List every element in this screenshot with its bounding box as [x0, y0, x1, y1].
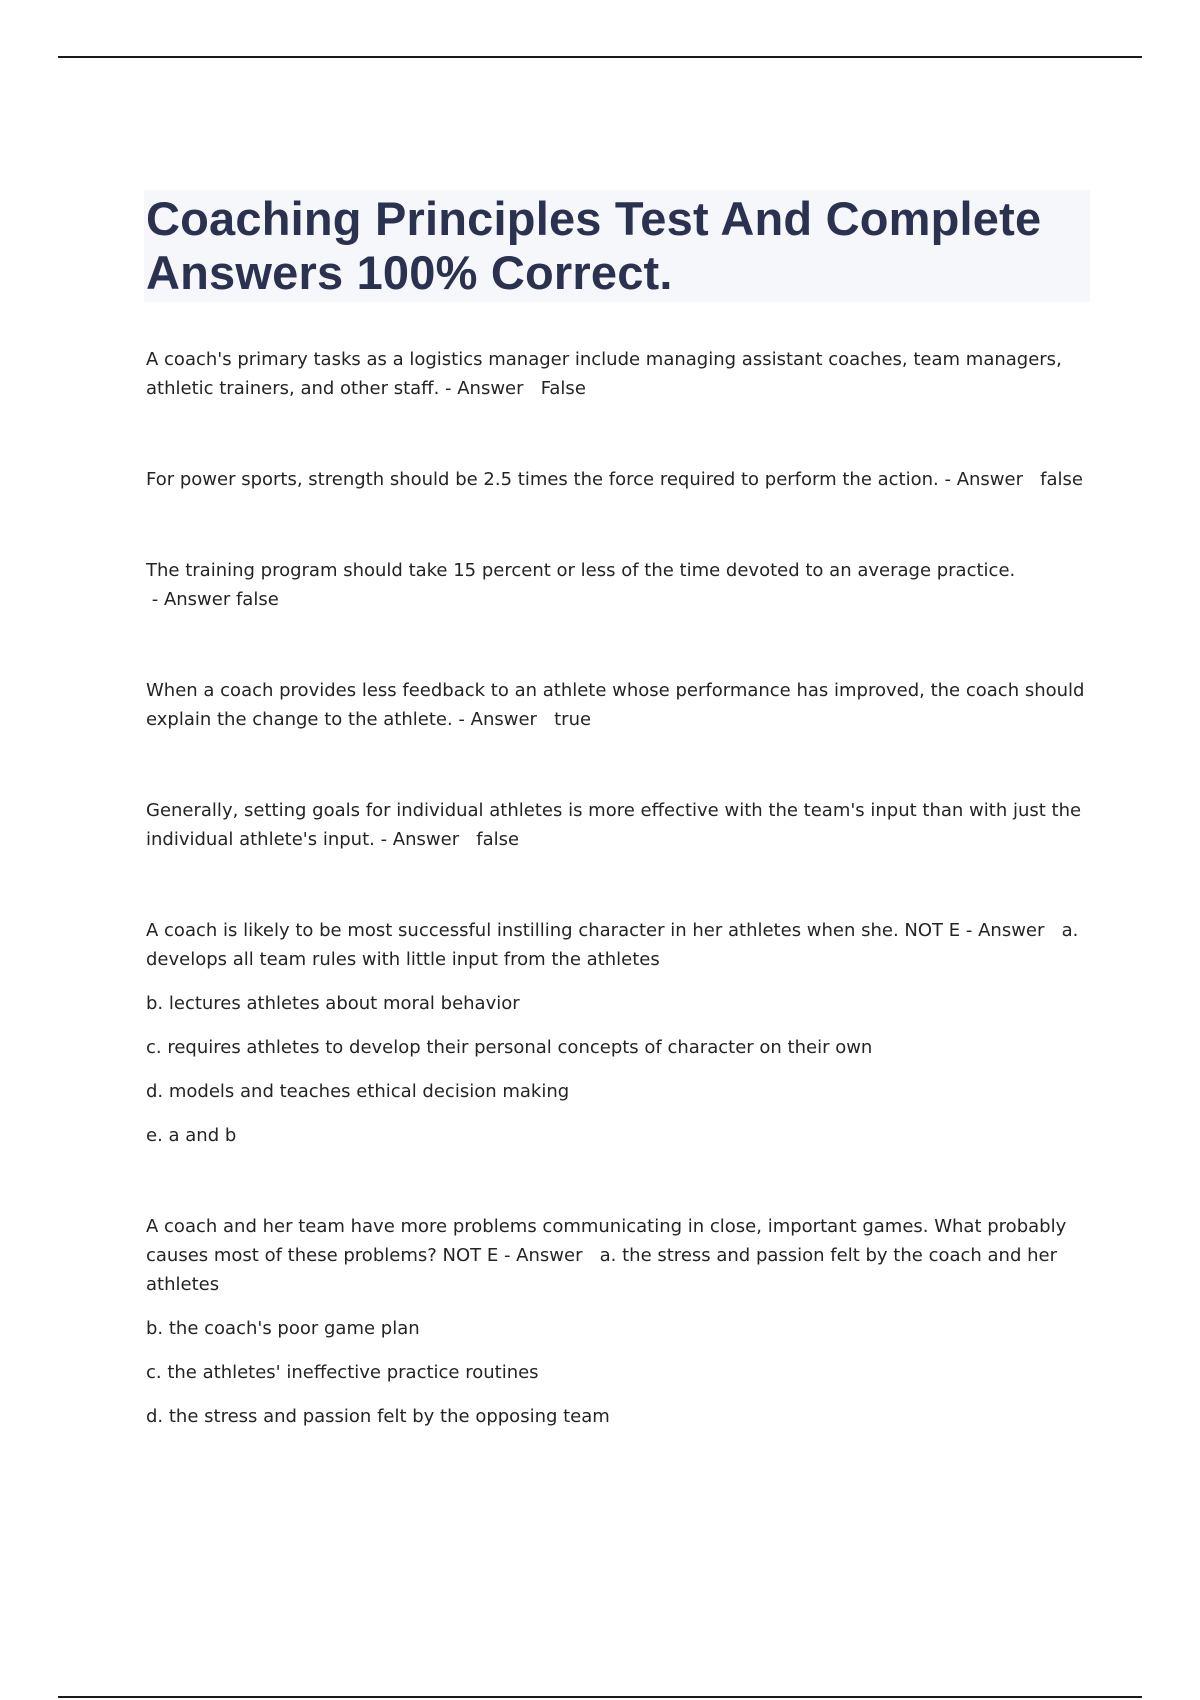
- answer-separator: - Answer: [960, 920, 1062, 941]
- document-body: [146, 345, 1096, 1431]
- qa-item-5: [146, 796, 1096, 854]
- question-text: A coach and her team have more problems communicating in close, important games. What probably causes most of these problems? NOT E: [146, 1216, 1067, 1266]
- answer-text: a. develops all team rules with little input from the athletes: [146, 920, 1079, 970]
- answer-option-e: e. a and b: [146, 1125, 237, 1146]
- answer-separator: - Answer: [498, 1245, 600, 1266]
- question-text: A coach's primary tasks as a logistics manager include managing assistant coaches, team managers, athletic trainers, and other staff.: [146, 349, 1062, 399]
- question-text: Generally, setting goals for individual athletes is more effective with the team's input than with just the individual athlete's input.: [146, 800, 1082, 850]
- qa-item-6: [146, 916, 1096, 974]
- document-title: Coaching Principles Test And Complete Answers 100% Correct.: [146, 192, 1042, 299]
- answer-separator: - Answer: [938, 469, 1041, 490]
- answer-option-b: b. the coach's poor game plan: [146, 1318, 420, 1339]
- answer-text: a. the stress and passion felt by the coach and her athletes: [146, 1245, 1057, 1295]
- answer-text: false: [476, 829, 520, 850]
- answer-separator: - Answer: [374, 829, 477, 850]
- answer-text: true: [554, 709, 592, 730]
- answer-separator: - Answer: [452, 709, 555, 730]
- qa-item-1: [146, 345, 1096, 403]
- question-text: When a coach provides less feedback to an athlete whose performance has improved, the coach should explain the change to the athlete.: [146, 680, 1085, 730]
- answer-text: false: [235, 589, 279, 610]
- qa-item-7: [146, 1212, 1096, 1299]
- answer-option-d: d. models and teaches ethical decision making: [146, 1081, 570, 1102]
- question-text: The training program should take 15 percent or less of the time devoted to an average practice.: [146, 560, 1016, 581]
- answer-separator: - Answer: [146, 589, 236, 610]
- qa-item-2: [146, 465, 1096, 494]
- answer-option-c: c. requires athletes to develop their personal concepts of character on their own: [146, 1037, 873, 1058]
- answer-option-c: c. the athletes' ineffective practice routines: [146, 1362, 539, 1383]
- answer-separator: - Answer: [439, 378, 541, 399]
- question-text: A coach is likely to be most successful instilling character in her athletes when she. NOT E: [146, 920, 961, 941]
- answer-text: false: [1040, 469, 1083, 490]
- answer-option-b: b. lectures athletes about moral behavior: [146, 993, 520, 1014]
- footer-rule: [58, 1696, 1142, 1698]
- question-text: For power sports, strength should be 2.5 times the force required to perform the action.: [146, 469, 939, 490]
- answer-text: False: [540, 378, 586, 399]
- answer-option-d: d. the stress and passion felt by the opposing team: [146, 1406, 610, 1427]
- qa-item-3: [146, 556, 1096, 614]
- qa-item-4: [146, 676, 1096, 734]
- header-rule: [58, 56, 1142, 58]
